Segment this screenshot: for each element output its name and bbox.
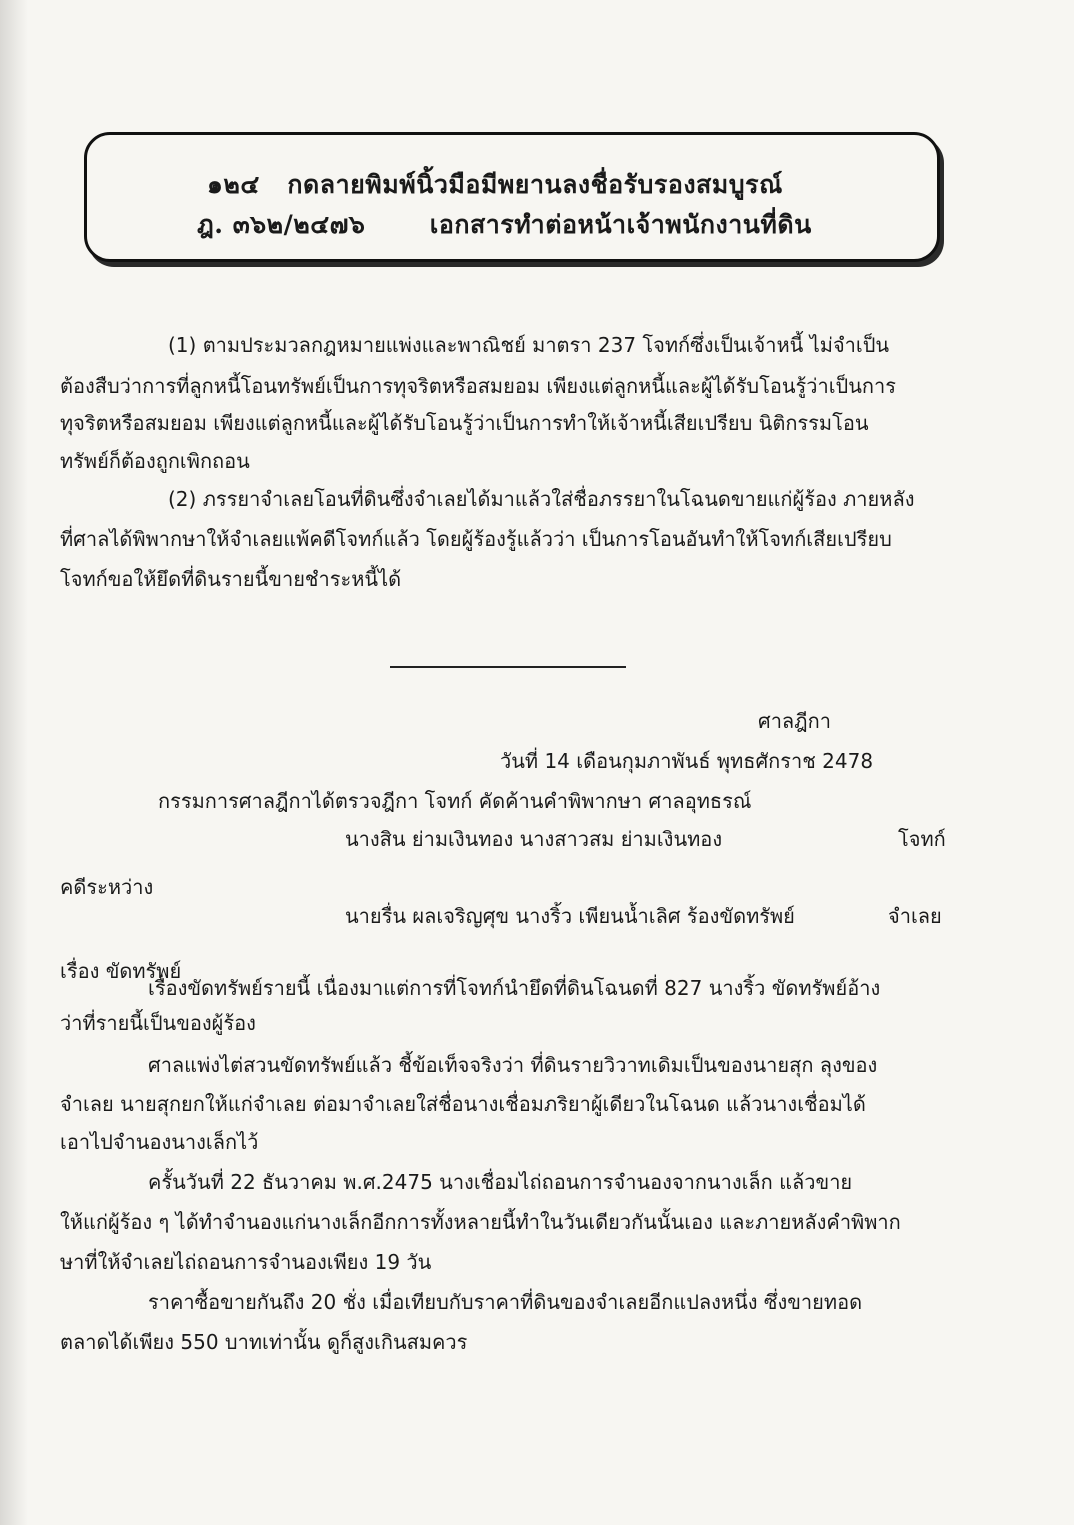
case-subject: เรื่อง ขัดทรัพย์ — [60, 959, 182, 983]
case-header-box — [84, 132, 940, 262]
case-number: ๑๒๔ — [207, 170, 260, 199]
case-heading-line-2 — [197, 205, 812, 245]
summary-p2-line: โจทก์ขอให้ยึดที่ดินรายนี้ขายชำระหนี้ได้ — [60, 567, 402, 591]
summary-p1-line: ทรัพย์ก็ต้องถูกเพิกถอน — [60, 449, 250, 473]
plaintiff-names: นางสิน ย่ามเงินทอง นางสาวสม ย่ามเงินทอง — [345, 827, 723, 851]
plaintiff-label: โจทก์ — [898, 827, 946, 851]
defendant-names: นายรื่น ผลเจริญศุข นางริ้ว เพียนน้ำเลิศ ร้องขัดทรัพย์ — [345, 904, 795, 928]
judgment-body-line: ษาที่ให้จำเลยไถ่ถอนการจำนองเพียง 19 วัน — [60, 1250, 432, 1274]
court-name: ศาลฎีกา — [758, 709, 831, 733]
summary-p2-line: ที่ศาลได้พิพากษาให้จำเลยแพ้คดีโจทก์แล้ว โดยผู้ร้องรู้แล้วว่า เป็นการโอนอันทำให้โจทก์เสียเปรียบ — [60, 527, 892, 551]
page-edge-shadow — [0, 0, 28, 1525]
judgment-body-line: ศาลแพ่งไต่สวนขัดทรัพย์แล้ว ชี้ข้อเท็จจริงว่า ที่ดินรายวิวาทเดิมเป็นของนายสุก ลุงของ — [148, 1053, 878, 1077]
judgment-body-line: ว่าที่รายนี้เป็นของผู้ร้อง — [60, 1011, 256, 1035]
judgment-date: วันที่ 14 เดือนกุมภาพันธ์ พุทธศักราช 2478 — [500, 749, 874, 773]
judgment-body-line: ตลาดได้เพียง 550 บาทเท่านั้น ดูก็สูงเกินสมควร — [60, 1330, 468, 1354]
section-divider — [390, 666, 626, 668]
judgment-body-line: จำเลย นายสุกยกให้แก่จำเลย ต่อมาจำเลยใส่ชื่อนางเชื่อมภริยาผู้เดียวในโฉนด แล้วนางเชื่อมได้ — [60, 1092, 866, 1116]
summary-p1-line: ทุจริตหรือสมยอม เพียงแต่ลูกหนี้และผู้ได้รับโอนรู้ว่าเป็นการทำให้เจ้าหนี้เสียเปรียบ นิติกรรมโอน — [60, 411, 869, 435]
case-heading-line-1 — [207, 165, 783, 205]
between-label: คดีระหว่าง — [60, 875, 154, 899]
judgment-body-line: เอาไปจำนองนางเล็กไว้ — [60, 1130, 259, 1154]
summary-p2-line: (2) ภรรยาจำเลยโอนที่ดินซึ่งจำเลยได้มาแล้วใส่ชื่อภรรยาในโฉนดขายแก่ผู้ร้อง ภายหลัง — [168, 487, 915, 511]
case-reference: ฎ. ๓๖๒/๒๔๗๖ — [197, 210, 366, 239]
defendant-label: จำเลย — [888, 904, 942, 928]
judgment-body-line: ครั้นวันที่ 22 ธันวาคม พ.ศ.2475 นางเชื่อมไถ่ถอนการจำนองจากนางเล็ก แล้วขาย — [148, 1170, 853, 1194]
judgment-body-line: ให้แก่ผู้ร้อง ๆ ได้ทำจำนองแก่นางเล็กอีกการทั้งหลายนี้ทำในวันเดียวกันนั้นเอง และภายหลังคำพิพาก — [60, 1210, 901, 1234]
judgment-body-line: เรื่องขัดทรัพย์รายนี้ เนื่องมาแต่การที่โจทก์นำยึดที่ดินโฉนดที่ 827 นางริ้ว ขัดทรัพย์อ้าง — [148, 976, 881, 1000]
case-title: กดลายพิมพ์นิ้วมือมีพยานลงชื่อรับรองสมบูรณ์ — [287, 170, 783, 199]
judgment-intro: กรรมการศาลฎีกาได้ตรวจฎีกา โจทก์ คัดค้านคำพิพากษา ศาลอุทธรณ์ — [158, 789, 752, 813]
case-subtitle: เอกสารทำต่อหน้าเจ้าพนักงานที่ดิน — [429, 210, 812, 239]
summary-p1-line: ต้องสืบว่าการที่ลูกหนี้โอนทรัพย์เป็นการทุจริตหรือสมยอม เพียงแต่ลูกหนี้และผู้ได้รับโอนรู้ว่าเป็นการ — [60, 374, 896, 398]
judgment-body-line: ราคาซื้อขายกันถึง 20 ชั่ง เมื่อเทียบกับราคาที่ดินของจำเลยอีกแปลงหนึ่ง ซึ่งขายทอด — [148, 1290, 863, 1314]
summary-p1-line: (1) ตามประมวลกฎหมายแพ่งและพาณิชย์ มาตรา 237 โจทก์ซึ่งเป็นเจ้าหนี้ ไม่จำเป็น — [168, 333, 890, 357]
